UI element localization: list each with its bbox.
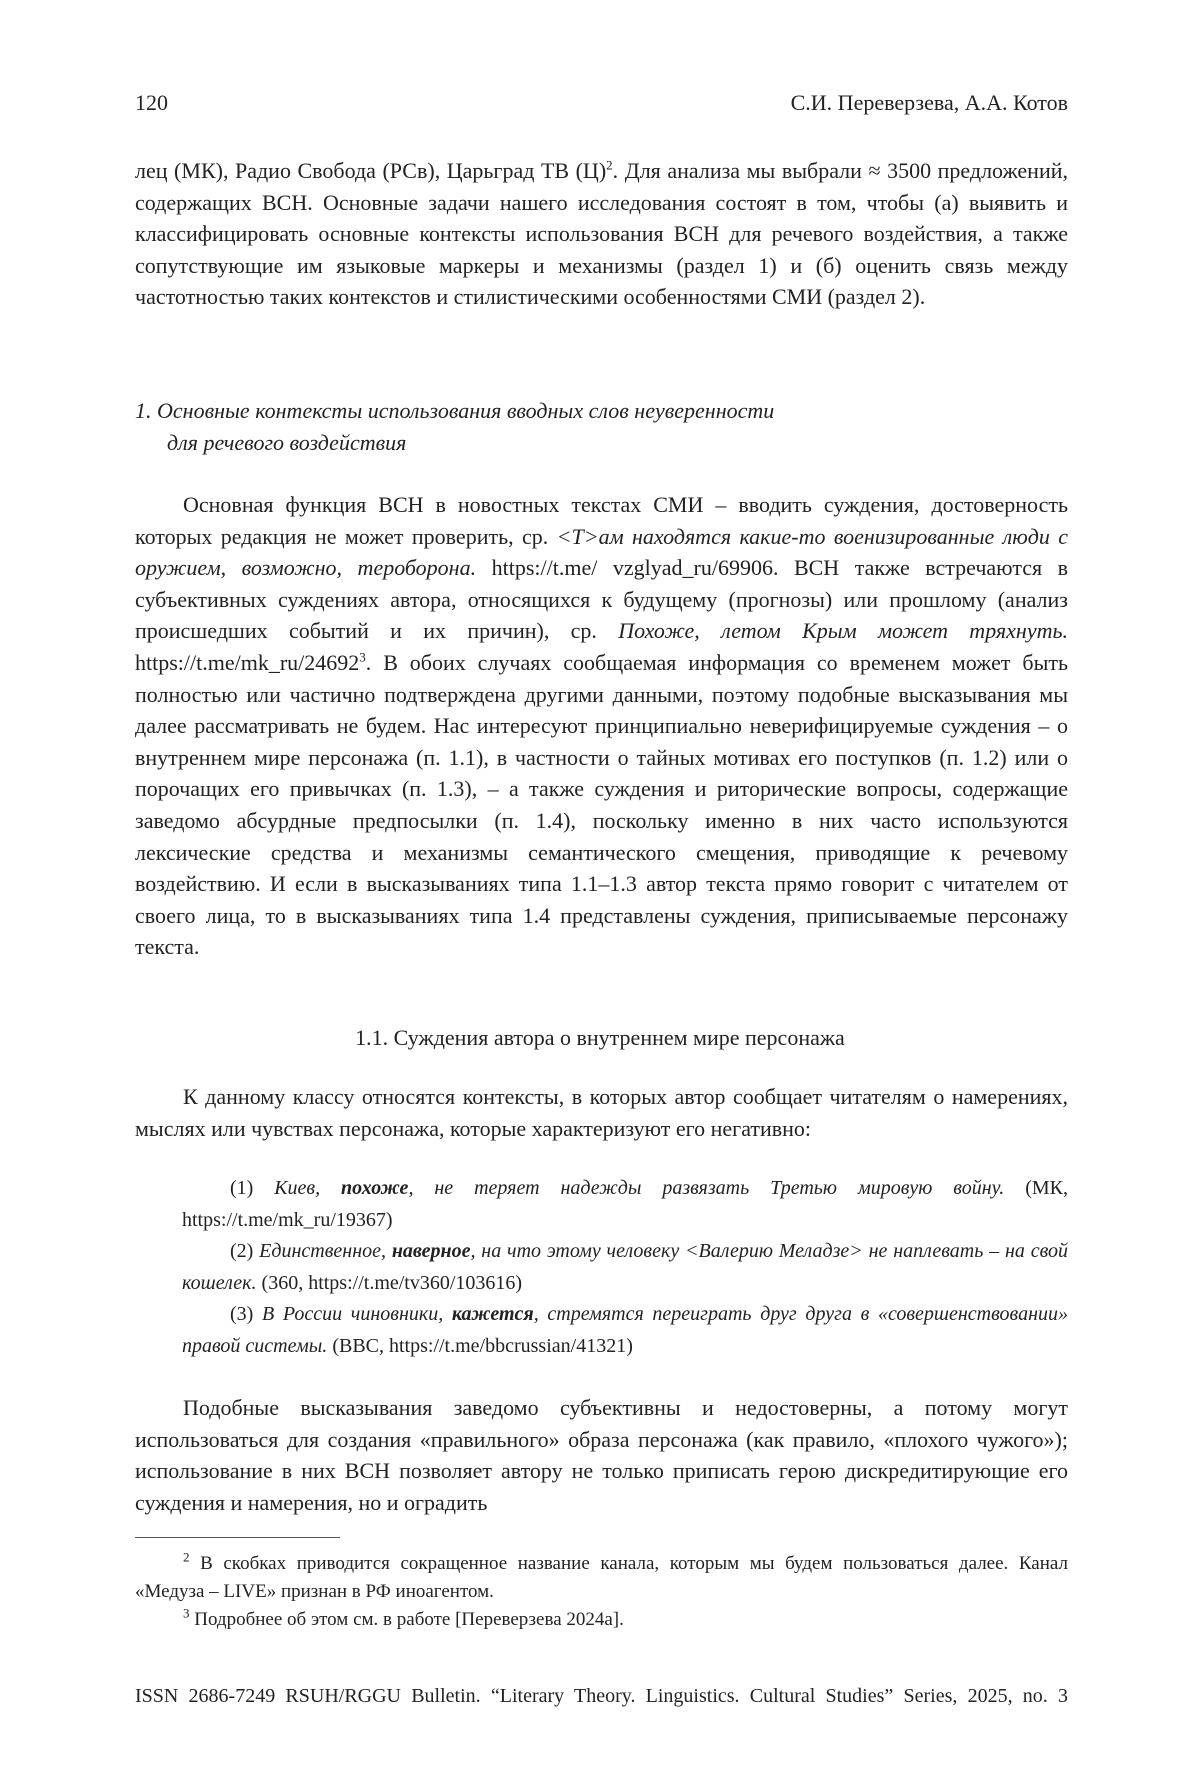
text: . Для анализа мы выбрали ≈ 3500 предложений, содержащих ВСН. Основные задачи нашего исследования состоят в том, чтобы (а) выявить и классифицировать основные контексты использования ВСН для речевого воздействия, а также сопутствующие им языковые маркеры и механизмы (раздел 1) и (б) оценить связь между частотностью таких контекстов и стилистическими особенностями СМИ (раздел 2). xyxy=(135,158,1068,309)
highlighted-word: наверное xyxy=(392,1240,471,1262)
text: . В обоих случаях сообщаемая информация со временем может быть полностью или частично подтверждена другими данными, поэтому подобные высказывания мы далее рассматривать не будем. Нас интересуют принципиально неверифицируемые суждения – о внутреннем мире персонажа (п. 1.1), в частности о тайных мотивах его поступков (п. 1.2) или о порочащих его привычках (п. 1.3), – а также суждения и риторические вопросы, содержащие заведомо абсурдные предпосылки (п. 1.4), поскольку именно в них часто используются лексические средства и механизмы семантического смещения, приводящие к речевому воздействию. И если в выска­зываниях типа 1.1–1.3 автор текста прямо говорит с читателем от своего лица, то в высказываниях типа 1.4 представлены суждения, приписываемые персонажу текста. xyxy=(135,650,1068,959)
example-source: (BBC, https://t.me/bbcrussian/41321) xyxy=(327,1335,633,1357)
heading-line: 1. Основные контексты использования вводных слов неуверенности xyxy=(135,398,774,423)
text: Единственное, xyxy=(259,1240,392,1262)
example-quote: Похоже, летом Крым может тряхнуть. xyxy=(618,618,1068,643)
examples-list xyxy=(182,1173,1068,1363)
paragraph-subjective-statements: Подобные высказывания заведомо субъективны и недостоверны, а потому могут использоваться для создания «правильного» образа персонажа (как пра­вило, «плохого чужого»); использование в них ВСН позволяет автору не только приписать герою дискредитирующие его суждения и намерения, но и оградить xyxy=(135,1392,1068,1518)
footnotes xyxy=(135,1550,1068,1634)
text: https://t.me/ vzglyad_ru/69906. ВСН также встречаются в субъективных суждениях автора, от­носящихся к будущему (прогнозы) или прошлому (анализ происшедших событий и их причин), ср. xyxy=(135,555,1068,643)
paragraph-main-function xyxy=(135,489,1068,963)
text: https://t.me/mk_ru/24692 xyxy=(135,650,359,675)
footnote-text: Подробнее об этом см. в работе [Переверзева 2024а]. xyxy=(190,1609,624,1630)
page-number: 120 xyxy=(135,90,168,116)
footnote-number: 3 xyxy=(183,1606,190,1621)
example-source: (МК, https://t.me/mk_ru/19367) xyxy=(182,1177,1068,1231)
example-number: (3) xyxy=(230,1303,262,1325)
page-footer: ISSN 2686-7249 RSUH/RGGU Bulletin. “Literary Theory. Linguistics. Cultural Studies” Series, 2025, no. 3 xyxy=(135,1685,1068,1708)
footnote-number: 2 xyxy=(183,1550,190,1565)
footnote xyxy=(135,1606,1068,1634)
text: лец (МК), Радио Свобода (РСв), Царьград ТВ (Ц) xyxy=(135,158,606,183)
highlighted-word: похоже xyxy=(341,1177,408,1199)
example-number: (2) xyxy=(230,1240,259,1262)
footnote-ref: 2 xyxy=(606,158,613,173)
footnote-divider xyxy=(135,1537,340,1538)
paragraph-class-description: К данному классу относятся контексты, в которых автор сообщает читателям о намерениях, мыслях или чувствах персонажа, которые характеризуют его негативно: xyxy=(135,1081,1068,1144)
text: , стремятся переиграть друг друга в «совершен­ствовании» правой системы. xyxy=(182,1303,1068,1357)
example-item xyxy=(182,1236,1068,1299)
text: , не теряет надежды развязать Третью мировую войну. xyxy=(408,1177,1004,1199)
example-source: (360, https://t.me/tv360/103616) xyxy=(257,1272,523,1294)
footnote-ref: 3 xyxy=(359,650,366,665)
paragraph-intro xyxy=(135,155,1068,313)
running-head-authors: С.И. Переверзева, А.А. Котов xyxy=(791,90,1068,116)
footnote-text: В скобках приводится сокращенное название канала, которым мы будем пользоваться далее. Канал «Медуза – LIVE» признан в РФ иноагентом. xyxy=(135,1553,1068,1602)
text: В России чиновники, xyxy=(262,1303,452,1325)
text: Киев, xyxy=(274,1177,341,1199)
text: Основная функция ВСН в новостных текстах СМИ – вводить суждения, достоверность которых редакция не может проверить, ср. xyxy=(135,492,1068,549)
footnote xyxy=(135,1550,1068,1606)
example-item xyxy=(182,1173,1068,1236)
heading-line: для речевого воздействия xyxy=(135,427,1035,459)
highlighted-word: кажется xyxy=(452,1303,534,1325)
text: , на что этому человеку <Валерию Меладзе> не напле­вать – на свой кошелек. xyxy=(182,1240,1068,1294)
example-quote: <Т>ам находятся ка­кие-то военизированные люди с оружием, возможно, тероборона. xyxy=(135,524,1068,581)
section-heading-1 xyxy=(135,395,1035,458)
example-number: (1) xyxy=(230,1177,274,1199)
subsection-heading-1-1: 1.1. Суждения автора о внутреннем мире персонажа xyxy=(0,1025,1200,1051)
example-item xyxy=(182,1299,1068,1362)
